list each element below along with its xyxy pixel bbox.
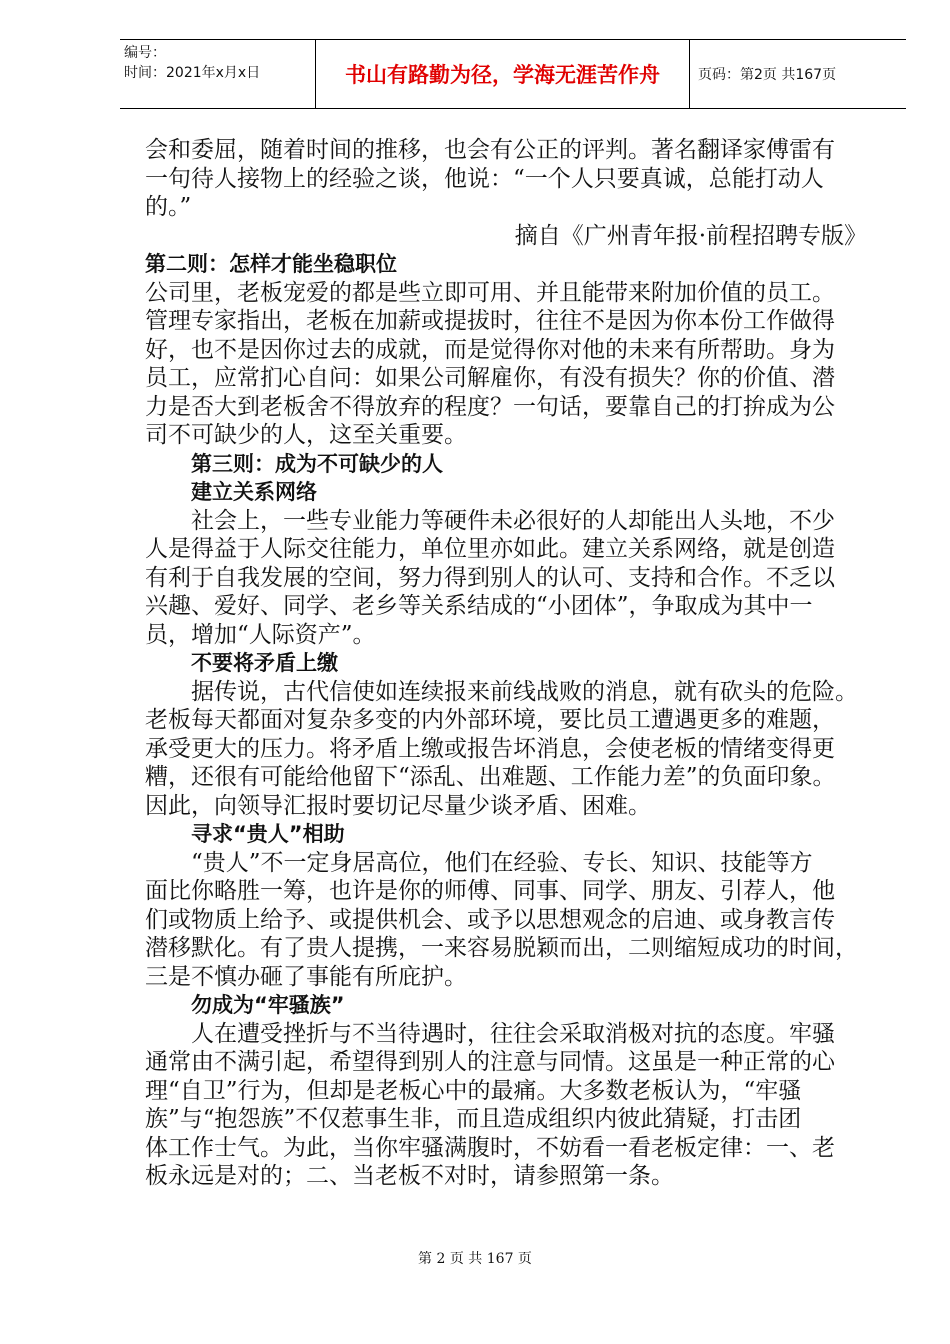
page-footer: 第 2 页 共 167 页 [418, 1251, 532, 1267]
paragraph-line: 族”与“抱怨族”不仅惹事生非，而且造成组织内彼此猜疑，打击团 [145, 1106, 802, 1132]
paragraph-line: 兴趣、爱好、同学、老乡等关系结成的“小团体”，争取成为其中一 [145, 593, 813, 619]
paragraph-line: 板永远是对的；二、当老板不对时，请参照第一条。 [145, 1163, 674, 1189]
paragraph-line: 三是不慎办砸了事能有所庇护。 [145, 963, 467, 990]
paragraph-line: 会和委屈，随着时间的推移，也会有公正的评判。著名翻译家傅雷有 [145, 137, 835, 163]
paragraph-line: 员，增加“人际资产”。 [145, 621, 376, 648]
header-page-info: 页码：第2页 共167页 [698, 67, 837, 83]
paragraph-line: 社会上，一些专业能力等硬件未必很好的人却能出人头地，不少 [191, 507, 835, 534]
header-meta [120, 40, 316, 108]
paragraph-line: 因此，向领导汇报时要切记尽量少谈矛盾、困难。 [145, 792, 651, 819]
paragraph-line: 司不可缺少的人，这至关重要。 [145, 422, 467, 448]
paragraph-line: 糟，还很有可能给他留下“添乱、出难题、工作能力差”的负面印象。 [145, 764, 836, 790]
paragraph-line: 员工，应常扪心自问：如果公司解雇你，有没有损失？你的价值、潜 [145, 365, 835, 391]
section-heading: 第三则：成为不可缺少的人 [191, 451, 443, 476]
number-label: 编号： [124, 45, 166, 61]
paragraph-line: 的。” [145, 194, 192, 220]
paragraph-line: 一句待人接物上的经验之谈，他说：“一个人只要真诚，总能打动人 [145, 165, 824, 192]
paragraph-line: 人是得益于人际交往能力，单位里亦如此。建立关系网络，就是创造 [145, 536, 835, 562]
section-heading: 第二则：怎样才能坐稳职位 [145, 252, 397, 276]
section-heading: 建立关系网络 [191, 480, 317, 504]
paragraph-line: 力是否大到老板舍不得放弃的程度？一句话，要靠自己的打拚成为公 [145, 393, 835, 420]
paragraph-line: 老板每天都面对复杂多变的内外部环境，要比员工遭遇更多的难题， [145, 707, 835, 733]
paragraph-line: 通常由不满引起，希望得到别人的注意与同情。这虽是一种正常的心 [145, 1049, 835, 1075]
paragraph-line: 公司里，老板宠爱的都是些立即可用、并且能带来附加价值的员工。 [145, 279, 835, 306]
section-heading: 寻求“贵人”相助 [191, 822, 345, 846]
header-motto: 书山有路勤为径，学海无涯苦作舟 [316, 40, 690, 108]
paragraph-line: 有利于自我发展的空间，努力得到别人的认可、支持和合作。不乏以 [145, 564, 835, 591]
paragraph-line: 管理专家指出，老板在加薪或提拔时，往往不是因为你本份工作做得 [145, 308, 835, 334]
paragraph-line: 理“自卫”行为，但却是老板心中的最痛。大多数老板认为，“牢骚 [145, 1077, 802, 1104]
paragraph-line: 潜移默化。有了贵人提携，一来容易脱颖而出，二则缩短成功的时间， [145, 935, 858, 961]
time-label: 时间：2021年x月x日 [124, 65, 261, 81]
section-heading: 勿成为“牢骚族” [191, 993, 345, 1017]
paragraph-line: “贵人”不一定身居高位，他们在经验、专长、知识、技能等方 [191, 849, 813, 876]
paragraph-line: 们或物质上给予、或提供机会、或予以思想观念的启迪、或身教言传 [145, 906, 835, 933]
paragraph-line: 承受更大的压力。将矛盾上缴或报告坏消息，会使老板的情绪变得更 [145, 735, 835, 762]
paragraph-line: 体工作士气。为此，当你牢骚满腹时，不妨看一看老板定律：一、老 [145, 1134, 835, 1161]
source-citation: 摘自《广州青年报·前程招聘专版》 [514, 222, 867, 249]
document-body [145, 136, 873, 1191]
section-heading: 不要将矛盾上缴 [191, 651, 338, 675]
paragraph-line: 好，也不是因你过去的成就，而是觉得你对他的未来有所帮助。身为 [145, 336, 835, 363]
paragraph-line: 据传说，古代信使如连续报来前线战败的消息，就有砍头的危险。 [191, 678, 858, 705]
paragraph-line: 面比你略胜一筹，也许是你的师傅、同事、同学、朋友、引荐人，他 [145, 878, 835, 904]
paragraph-line: 人在遭受挫折与不当待遇时，往往会采取消极对抗的态度。牢骚 [191, 1020, 835, 1047]
page-header [120, 39, 906, 109]
